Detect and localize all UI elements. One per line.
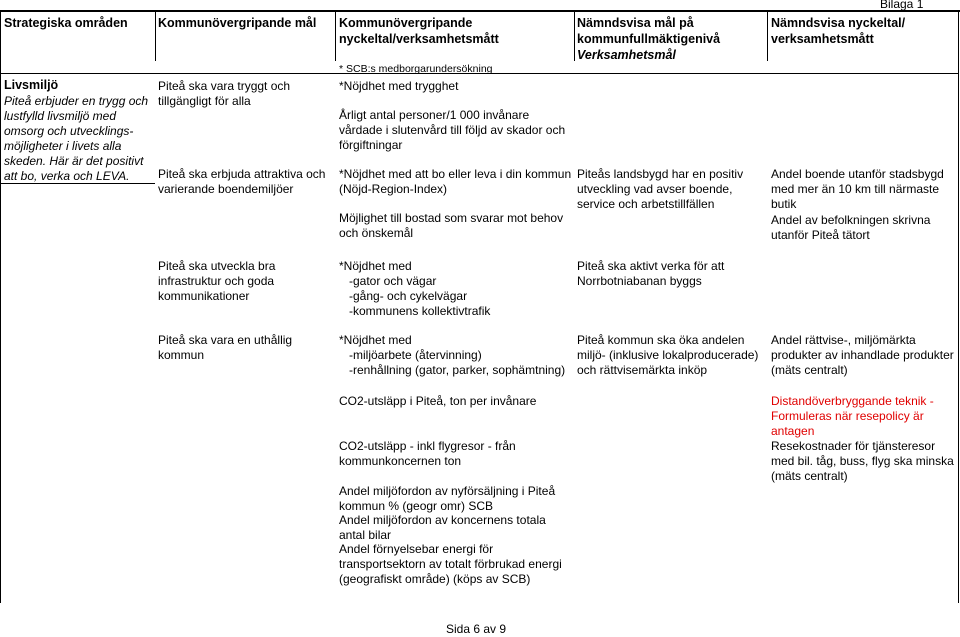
goal-text: Piteå ska vara en uthållig bbox=[158, 333, 293, 347]
board-goal-text: Norrbotniabanan byggs bbox=[577, 274, 702, 288]
board-goal-text: Piteås landsbygd har en positiv bbox=[577, 167, 744, 181]
measure-text: CO2-utsläpp i Piteå, ton per invånare bbox=[339, 394, 537, 408]
column-divider bbox=[155, 11, 156, 61]
measure-text: *Nöjdhet med trygghet bbox=[339, 79, 459, 93]
measure-text: -kommunens kollektivtrafik bbox=[349, 304, 491, 318]
goal-text: Piteå ska utveckla bra bbox=[158, 259, 276, 273]
scb-note: * SCB:s medborgarundersökning bbox=[339, 63, 493, 75]
measure-text: Andel miljöfordon av nyförsäljning i Piteå bbox=[339, 484, 556, 498]
area-text: skeden. Här är det positivt bbox=[4, 154, 144, 168]
measure-text: och önskemål bbox=[339, 226, 414, 240]
column-divider bbox=[574, 11, 575, 61]
board-goal-text: service och arbetstillfällen bbox=[577, 197, 715, 211]
board-measure-text: med bil. tåg, buss, flyg ska minska bbox=[771, 454, 954, 468]
measure-text: transportsektorn av totalt förbrukad energi bbox=[339, 557, 562, 571]
goal-text: kommunikationer bbox=[158, 289, 250, 303]
board-goal-text: utveckling vad avser boende, bbox=[577, 182, 733, 196]
board-measure-text: butik bbox=[771, 197, 797, 211]
board-measure-highlight: Distandöverbryggande teknik - bbox=[771, 394, 934, 408]
board-measure-text: utanför Piteå tätort bbox=[771, 228, 870, 242]
measure-text: vårdade i slutenvård till följd av skador och bbox=[339, 123, 566, 137]
measure-text: kommunkoncernen ton bbox=[339, 454, 462, 468]
area-text: omsorg och utvecklings- bbox=[4, 124, 134, 138]
column-divider bbox=[335, 11, 336, 61]
column-divider bbox=[958, 11, 959, 603]
column-divider bbox=[767, 11, 768, 61]
page-number: Sida 6 av 9 bbox=[446, 622, 507, 636]
area-text: att bo, verka och LEVA. bbox=[4, 169, 130, 183]
measure-text: kommun % (geogr omr) SCB bbox=[339, 499, 494, 513]
measure-text: *Nöjdhet med att bo eller leva i din kommun bbox=[339, 167, 572, 181]
board-goal-text: miljö- (inklusive lokalproducerade) bbox=[577, 348, 759, 362]
measure-text: Andel miljöfordon av koncernens totala bbox=[339, 513, 546, 527]
measure-text: -renhållning (gator, parker, sophämtning) bbox=[349, 363, 566, 377]
board-goal-text: och rättvisemärkta inköp bbox=[577, 363, 708, 377]
board-goal-text: Piteå kommun ska öka andelen bbox=[577, 333, 745, 347]
board-measure-text: Andel rättvise-, miljömärkta bbox=[771, 333, 916, 347]
header-board-goals-3: Verksamhetsmål bbox=[577, 48, 676, 62]
measure-text: antal bilar bbox=[339, 528, 392, 542]
measure-text: (geografiskt område) (köps av SCB) bbox=[339, 572, 531, 586]
top-rule bbox=[0, 10, 960, 12]
goal-text: infrastruktur och goda bbox=[158, 274, 275, 288]
header-board-measures-1: Nämndsvisa nyckeltal/ bbox=[771, 16, 906, 30]
measure-text: -gång- och cykelvägar bbox=[349, 289, 468, 303]
goal-text: varierande boendemiljöer bbox=[158, 182, 294, 196]
board-measure-text: (mäts centralt) bbox=[771, 469, 848, 483]
board-measure-text: med mer än 10 km till närmaste bbox=[771, 182, 940, 196]
area-title: Livsmiljö bbox=[4, 78, 59, 92]
measure-text: Möjlighet till bostad som svarar mot behov bbox=[339, 211, 564, 225]
area-text: möjligheter i livets alla bbox=[4, 139, 122, 153]
measure-text: förgiftningar bbox=[339, 138, 403, 152]
measure-text: -miljöarbete (återvinning) bbox=[349, 348, 482, 362]
board-goal-text: Piteå ska aktivt verka för att bbox=[577, 259, 725, 273]
measure-text: CO2-utsläpp - inkl flygresor - från bbox=[339, 439, 516, 453]
board-measure-highlight: antagen bbox=[771, 424, 815, 438]
header-municipal-measures-1: Kommunövergripande bbox=[339, 16, 473, 30]
column-divider bbox=[0, 11, 1, 603]
board-measure-text: Resekostnader för tjänsteresor bbox=[771, 439, 936, 453]
board-measure-text: (mäts centralt) bbox=[771, 363, 848, 377]
area-text: lustfylld livsmiljö med bbox=[4, 109, 117, 123]
header-municipal-measures-2: nyckeltal/verksamhetsmått bbox=[339, 32, 499, 46]
header-board-measures-2: verksamhetsmått bbox=[771, 32, 874, 46]
board-measure-text: Andel av befolkningen skrivna bbox=[771, 213, 931, 227]
measure-text: (Nöjd-Region-Index) bbox=[339, 182, 448, 196]
measure-text: *Nöjdhet med bbox=[339, 333, 412, 347]
goal-text: Piteå ska vara tryggt och bbox=[158, 79, 291, 93]
board-measure-text: produkter av inhandlade produkter bbox=[771, 348, 954, 362]
measure-text: *Nöjdhet med bbox=[339, 259, 412, 273]
measure-text: Årligt antal personer/1 000 invånare bbox=[339, 108, 530, 122]
goal-text: Piteå ska erbjuda attraktiva och bbox=[158, 167, 326, 181]
board-measure-highlight: Formuleras när resepolicy är bbox=[771, 409, 924, 423]
area-text: Piteå erbjuder en trygg och bbox=[4, 94, 149, 108]
measure-text: Andel förnyelsebar energi för bbox=[339, 542, 494, 556]
goal-text: tillgängligt för alla bbox=[158, 94, 251, 108]
appendix-label: Bilaga 1 bbox=[880, 0, 924, 11]
board-measure-text: Andel boende utanför stadsbygd bbox=[771, 167, 944, 181]
header-board-goals-2: kommunfullmäktigenivå bbox=[577, 32, 721, 46]
header-strategic-areas: Strategiska områden bbox=[4, 16, 128, 30]
goal-text: kommun bbox=[158, 348, 205, 362]
header-board-goals-1: Nämndsvisa mål på bbox=[577, 16, 694, 30]
header-municipal-goals: Kommunövergripande mål bbox=[158, 16, 317, 30]
measure-text: -gator och vägar bbox=[349, 274, 437, 288]
